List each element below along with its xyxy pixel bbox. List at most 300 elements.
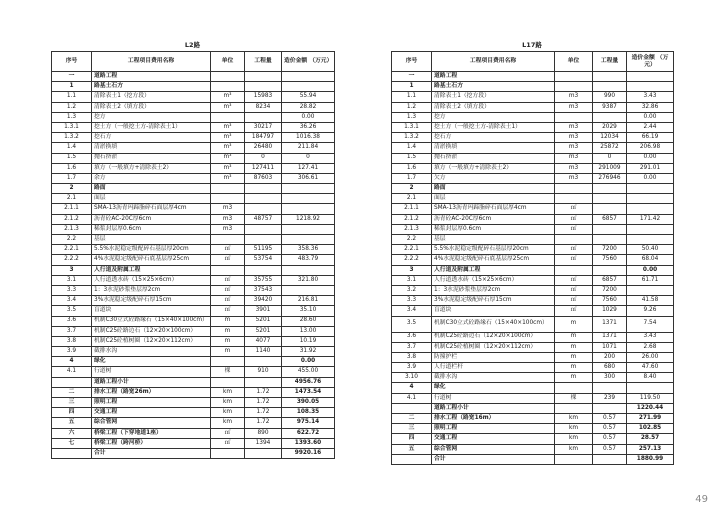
- table-row: [392, 393, 674, 403]
- cell-amt: 108.35: [282, 408, 335, 418]
- cell-no: 2.2.2: [52, 255, 92, 265]
- table-row: [392, 296, 674, 306]
- cell-amt: 36.26: [282, 122, 335, 132]
- cell-name: 面层: [92, 194, 211, 204]
- table-row: [52, 387, 335, 397]
- cell-qty: 1371: [593, 332, 627, 342]
- cell-unit: m: [211, 316, 245, 326]
- cell-name: 填方（一般填方+清除表土2）: [432, 163, 555, 173]
- cell-no: 3.1: [392, 275, 432, 285]
- cell-no: 1.5: [392, 153, 432, 163]
- cell-qty: [593, 235, 627, 245]
- cell-qty: 291009: [593, 163, 627, 173]
- cell-amt: 68.04: [627, 255, 674, 265]
- table-row: [392, 352, 674, 362]
- cell-no: 1: [392, 82, 432, 92]
- cell-no: 3.6: [392, 332, 432, 342]
- cell-unit: [555, 383, 593, 393]
- cell-no: 1.3.1: [392, 122, 432, 132]
- cell-no: 七: [52, 438, 92, 448]
- cell-unit: ㎡: [555, 255, 593, 265]
- cell-name: 机制C25砼路边石（12×20×100cm）: [92, 326, 211, 336]
- cell-no: 3.2: [392, 285, 432, 295]
- cell-name: 行道树: [432, 393, 555, 403]
- cell-qty: [245, 204, 282, 214]
- cell-qty: 239: [593, 393, 627, 403]
- cell-name: 机制C25砼路边石（12×20×100cm）: [432, 332, 555, 342]
- table-row: [392, 444, 674, 454]
- cell-unit: ㎡: [555, 296, 593, 306]
- table-row: [392, 373, 674, 383]
- cell-qty: 25872: [593, 143, 627, 153]
- cell-no: 1.4: [392, 143, 432, 153]
- cell-no: 四: [52, 408, 92, 418]
- cell-name: 4%水泥稳定级配碎石底基层厚25cm: [432, 255, 555, 265]
- cell-no: 二: [392, 414, 432, 424]
- cell-amt: 1016.38: [282, 133, 335, 143]
- cell-amt: 9.26: [627, 306, 674, 316]
- l2-table-title: L2路: [184, 41, 201, 49]
- cell-no: 1.3.2: [52, 133, 92, 143]
- l17-table-title: L17路: [522, 41, 542, 49]
- cell-name: 人行道及附属工程: [92, 265, 211, 275]
- cell-name: 合计: [432, 454, 555, 464]
- cell-qty: [593, 194, 627, 204]
- cell-no: 2.1.2: [392, 214, 432, 224]
- cell-qty: [245, 112, 282, 122]
- cell-name: 清除表土2（填方段）: [92, 102, 211, 112]
- cell-no: 2.2.1: [392, 245, 432, 255]
- cell-amt: 0.00: [627, 112, 674, 122]
- table-row: [52, 316, 335, 326]
- table-row: [392, 414, 674, 424]
- cell-qty: 1.72: [245, 418, 282, 428]
- cell-amt: [627, 235, 674, 245]
- cell-unit: m³: [211, 143, 245, 153]
- cell-no: 3.3: [392, 296, 432, 306]
- cell-qty: [593, 224, 627, 234]
- cell-amt: [282, 72, 335, 82]
- cell-qty: 53754: [245, 255, 282, 265]
- cell-no: 2.2.1: [52, 245, 92, 255]
- cell-unit: [211, 448, 245, 458]
- cell-amt: [627, 224, 674, 234]
- table-row: [392, 214, 674, 224]
- cell-amt: 32.86: [627, 102, 674, 112]
- cell-unit: m3: [211, 204, 245, 214]
- cell-amt: 306.61: [282, 173, 335, 183]
- cell-no: 3.9: [52, 347, 92, 357]
- cell-unit: m: [555, 332, 593, 342]
- cell-unit: ㎡: [211, 245, 245, 255]
- cell-qty: 200: [593, 352, 627, 362]
- cell-name: 防撞护栏: [432, 352, 555, 362]
- cell-unit: m: [555, 363, 593, 373]
- cell-unit: km: [211, 387, 245, 397]
- cell-qty: 276946: [593, 173, 627, 183]
- cell-no: 1: [52, 82, 92, 92]
- cell-name: 绿化: [92, 357, 211, 367]
- cell-no: 1.3: [52, 112, 92, 122]
- cell-qty: 7560: [593, 255, 627, 265]
- cell-qty: 2029: [593, 122, 627, 132]
- cell-name: 余方: [92, 173, 211, 183]
- cell-name: 路基土石方: [432, 82, 555, 92]
- table-row: [392, 153, 674, 163]
- cell-unit: m3: [555, 122, 593, 132]
- cell-amt: 622.72: [282, 428, 335, 438]
- cell-name: 挖石方: [92, 133, 211, 143]
- cell-unit: ㎡: [211, 306, 245, 316]
- table-row: [392, 122, 674, 132]
- cell-qty: [245, 72, 282, 82]
- cell-qty: 7560: [593, 296, 627, 306]
- cell-unit: ㎡: [555, 214, 593, 224]
- cell-amt: 8.40: [627, 373, 674, 383]
- cell-name: 抛石挤淤: [432, 153, 555, 163]
- cell-amt: 0.00: [282, 112, 335, 122]
- cell-name: 挖土方（一般挖土方-清除表土1）: [432, 122, 555, 132]
- table-row: [392, 275, 674, 285]
- l17-cost-table: [391, 51, 674, 465]
- cell-amt: [282, 224, 335, 234]
- cell-unit: m³: [211, 102, 245, 112]
- table-row: [52, 367, 335, 377]
- col-header-no: 序号: [52, 52, 92, 72]
- cell-qty: 5201: [245, 326, 282, 336]
- table-row: [52, 265, 335, 275]
- cell-qty: 87603: [245, 173, 282, 183]
- cell-amt: 271.99: [627, 414, 674, 424]
- cell-unit: km: [555, 424, 593, 434]
- table-row: [52, 92, 335, 102]
- l2-cost-panel: [51, 40, 334, 459]
- cell-amt: 0.00: [627, 153, 674, 163]
- cell-amt: 1218.92: [282, 214, 335, 224]
- table-row: [52, 428, 335, 438]
- table-row: [52, 224, 335, 234]
- cell-unit: m: [211, 347, 245, 357]
- cell-unit: [555, 235, 593, 245]
- cell-no: 1.7: [392, 173, 432, 183]
- cell-no: 1.3.2: [392, 133, 432, 143]
- cell-amt: 216.81: [282, 296, 335, 306]
- cell-no: 三: [52, 398, 92, 408]
- cell-unit: m3: [211, 214, 245, 224]
- cell-name: 路面: [92, 184, 211, 194]
- cell-no: 四: [392, 434, 432, 444]
- col-header-unit: 单位: [211, 52, 245, 72]
- cell-name: 人行道透水砖（15×25×6cm）: [432, 275, 555, 285]
- col-header-qty: 工程量: [245, 52, 282, 72]
- cell-name: 桥梁工程（下穿地道1座）: [92, 428, 211, 438]
- cell-amt: 1393.60: [282, 438, 335, 448]
- l17-table-body: [392, 72, 674, 465]
- cell-no: [52, 448, 92, 458]
- table-row: [52, 408, 335, 418]
- cell-no: 2.1: [392, 194, 432, 204]
- cell-no: 2.1.1: [392, 204, 432, 214]
- cell-qty: 51195: [245, 245, 282, 255]
- cell-name: 5.5%水泥稳定级配碎石基层厚20cm: [432, 245, 555, 255]
- cell-unit: ㎡: [555, 285, 593, 295]
- cell-no: 3.4: [52, 296, 92, 306]
- cell-no: 1.4: [52, 143, 92, 153]
- cell-name: SMA-13沥青玛蹄脂碎石面层厚4cm: [432, 204, 555, 214]
- cell-qty: [593, 184, 627, 194]
- cell-unit: [555, 265, 593, 275]
- cell-unit: m: [555, 342, 593, 352]
- table-row: [52, 336, 335, 346]
- cell-no: 1.2: [52, 102, 92, 112]
- table-row: [392, 224, 674, 234]
- l2-cost-table: [51, 51, 335, 459]
- cell-name: 沥青砼AC-20C厚6cm: [432, 214, 555, 224]
- cell-qty: 30217: [245, 122, 282, 132]
- cell-unit: [211, 82, 245, 92]
- cell-amt: [282, 184, 335, 194]
- cell-name: 道路工程小计: [92, 377, 211, 387]
- col-header-name: 工程项目费用名称: [92, 52, 211, 72]
- table-row: [392, 285, 674, 295]
- table-row: [52, 82, 335, 92]
- cell-amt: 47.60: [627, 363, 674, 373]
- table-row: [52, 398, 335, 408]
- cell-amt: [282, 265, 335, 275]
- cell-unit: ㎡: [555, 204, 593, 214]
- cell-qty: 3901: [245, 306, 282, 316]
- cell-unit: [211, 72, 245, 82]
- cell-name: 1：3水泥砂浆垫层厚2cm: [432, 285, 555, 295]
- cell-no: 3.5: [392, 316, 432, 332]
- table-row: [52, 204, 335, 214]
- cell-qty: 39420: [245, 296, 282, 306]
- cell-name: 机制C25砼植树圈（12×20×112cm）: [92, 336, 211, 346]
- cell-name: 合计: [92, 448, 211, 458]
- table-row: [52, 306, 335, 316]
- cell-no: 4.1: [392, 393, 432, 403]
- cell-name: 5.5%水泥稳定级配碎石基层厚20cm: [92, 245, 211, 255]
- table-row: [392, 235, 674, 245]
- cell-qty: 184797: [245, 133, 282, 143]
- cell-amt: 66.19: [627, 133, 674, 143]
- cell-amt: 171.42: [627, 214, 674, 224]
- cell-name: 排水工程（路宽16m）: [432, 414, 555, 424]
- cell-qty: 680: [593, 363, 627, 373]
- cell-no: 二: [52, 387, 92, 397]
- cell-qty: 0.57: [593, 424, 627, 434]
- cell-unit: m³: [211, 133, 245, 143]
- cell-qty: [593, 265, 627, 275]
- cell-no: 五: [52, 418, 92, 428]
- cell-name: 综合管网: [92, 418, 211, 428]
- cell-unit: [211, 184, 245, 194]
- cell-qty: 7200: [593, 245, 627, 255]
- table-row: [52, 153, 335, 163]
- cell-unit: m3: [555, 133, 593, 143]
- cell-amt: 26.00: [627, 352, 674, 362]
- cell-unit: m³: [211, 163, 245, 173]
- cell-amt: [282, 204, 335, 214]
- cell-no: 3.6: [52, 316, 92, 326]
- cell-unit: m3: [555, 153, 593, 163]
- cell-name: 清淤换填: [92, 143, 211, 153]
- cell-unit: ㎡: [211, 275, 245, 285]
- cell-name: 截排水沟: [432, 373, 555, 383]
- cell-name: 基层: [432, 235, 555, 245]
- cell-amt: [282, 235, 335, 245]
- cell-amt: 0.00: [627, 173, 674, 183]
- cell-unit: ㎡: [211, 255, 245, 265]
- cell-no: 3.1: [52, 275, 92, 285]
- cell-unit: km: [555, 414, 593, 424]
- cell-unit: m3: [555, 143, 593, 153]
- cell-name: 清除表土1（挖方段）: [432, 92, 555, 102]
- table-row: [392, 434, 674, 444]
- cell-name: 挖土方（一般挖土方-清除表土1）: [92, 122, 211, 132]
- cell-name: 1：3水泥砂浆垫层厚2cm: [92, 285, 211, 295]
- table-header-row: [392, 52, 674, 72]
- cell-name: 人行道及附属工程: [432, 265, 555, 275]
- table-row: [52, 245, 335, 255]
- cell-name: 道路工程: [92, 72, 211, 82]
- cell-no: 3.10: [392, 373, 432, 383]
- cell-name: 清除表土1（挖方段）: [92, 92, 211, 102]
- cell-unit: [211, 194, 245, 204]
- table-row: [392, 194, 674, 204]
- cell-name: 桥梁工程（跨河桥）: [92, 438, 211, 448]
- cell-qty: 1140: [245, 347, 282, 357]
- cell-name: 交通工程: [92, 408, 211, 418]
- cell-unit: ㎡: [555, 306, 593, 316]
- cell-unit: 棵: [211, 367, 245, 377]
- cell-qty: 7200: [593, 285, 627, 295]
- cell-amt: 13.00: [282, 326, 335, 336]
- cell-name: 清淤换填: [432, 143, 555, 153]
- cell-name: 清除表土2（填方段）: [432, 102, 555, 112]
- cell-no: 2.2.2: [392, 255, 432, 265]
- cell-unit: ㎡: [555, 245, 593, 255]
- cell-no: 3.4: [392, 306, 432, 316]
- cell-qty: 6857: [593, 214, 627, 224]
- cell-no: 2.2: [52, 235, 92, 245]
- cell-unit: [555, 454, 593, 464]
- cell-unit: [555, 194, 593, 204]
- cell-amt: [282, 82, 335, 92]
- cell-name: 综合管网: [432, 444, 555, 454]
- cell-unit: m³: [211, 92, 245, 102]
- cell-name: 机制C30立式砼路缘石（15×40×100cm）: [432, 316, 555, 332]
- cell-name: 盲道块: [432, 306, 555, 316]
- cell-amt: [627, 82, 674, 92]
- cell-amt: 2.68: [627, 342, 674, 352]
- cell-unit: [211, 357, 245, 367]
- cell-no: 3.5: [52, 306, 92, 316]
- cell-qty: [245, 377, 282, 387]
- cell-qty: 9387: [593, 102, 627, 112]
- table-row: [392, 316, 674, 332]
- table-row: [392, 332, 674, 342]
- col-header-no: 序号: [392, 52, 432, 72]
- cell-name: 挖方: [92, 112, 211, 122]
- cell-unit: 棵: [555, 393, 593, 403]
- cell-qty: [593, 204, 627, 214]
- cell-no: 1.6: [392, 163, 432, 173]
- cell-amt: 975.14: [282, 418, 335, 428]
- table-row: [52, 377, 335, 387]
- cell-amt: 0.00: [282, 357, 335, 367]
- cell-amt: [627, 194, 674, 204]
- cell-unit: m3: [555, 163, 593, 173]
- table-row: [52, 296, 335, 306]
- cell-qty: 300: [593, 373, 627, 383]
- table-row: [392, 306, 674, 316]
- cell-name: 欠方: [432, 173, 555, 183]
- cell-qty: [593, 72, 627, 82]
- table-row: [392, 204, 674, 214]
- table-row: [52, 72, 335, 82]
- cell-amt: 390.05: [282, 398, 335, 408]
- l2-table-body: [52, 72, 335, 459]
- cell-name: 稀浆封层厚0.6cm: [432, 224, 555, 234]
- cell-amt: [627, 383, 674, 393]
- cell-amt: 211.84: [282, 143, 335, 153]
- cell-amt: 50.40: [627, 245, 674, 255]
- cell-name: 行道树: [92, 367, 211, 377]
- cell-name: 挖石方: [432, 133, 555, 143]
- cell-qty: 0.57: [593, 434, 627, 444]
- cell-name: 挖方: [432, 112, 555, 122]
- cell-no: 2.1: [52, 194, 92, 204]
- cell-no: 4: [392, 383, 432, 393]
- cell-no: 1.5: [52, 153, 92, 163]
- cell-amt: 102.85: [627, 424, 674, 434]
- cell-unit: m: [555, 352, 593, 362]
- cell-no: 2: [52, 184, 92, 194]
- cell-no: 1.1: [392, 92, 432, 102]
- table-row: [392, 92, 674, 102]
- cell-qty: 1.72: [245, 398, 282, 408]
- table-row: [392, 342, 674, 352]
- cell-amt: 28.82: [282, 102, 335, 112]
- cell-amt: 0: [282, 153, 335, 163]
- cell-name: 绿化: [432, 383, 555, 393]
- cell-name: 照明工程: [432, 424, 555, 434]
- table-row: [52, 122, 335, 132]
- col-header-amount: 造价金额 （万元）: [282, 52, 335, 72]
- cell-amt: [282, 194, 335, 204]
- cell-amt: 35.10: [282, 306, 335, 316]
- table-row: [52, 173, 335, 183]
- table-row: [52, 347, 335, 357]
- table-row: [392, 72, 674, 82]
- cell-name: SMA-13沥青玛蹄脂碎石面层厚4cm: [92, 204, 211, 214]
- table-row: [52, 194, 335, 204]
- cell-qty: [593, 403, 627, 413]
- cell-name: 路基土石方: [92, 82, 211, 92]
- cell-unit: m3: [555, 102, 593, 112]
- cell-name: 人行道栏杆: [432, 363, 555, 373]
- cell-unit: m³: [211, 153, 245, 163]
- cell-no: 1.3.1: [52, 122, 92, 132]
- cell-qty: 5201: [245, 316, 282, 326]
- cell-unit: m3: [211, 224, 245, 234]
- table-row: [392, 163, 674, 173]
- table-row: [392, 184, 674, 194]
- col-header-qty: 工程量: [593, 52, 627, 72]
- page-number: 49: [695, 494, 708, 505]
- cell-unit: m: [555, 316, 593, 332]
